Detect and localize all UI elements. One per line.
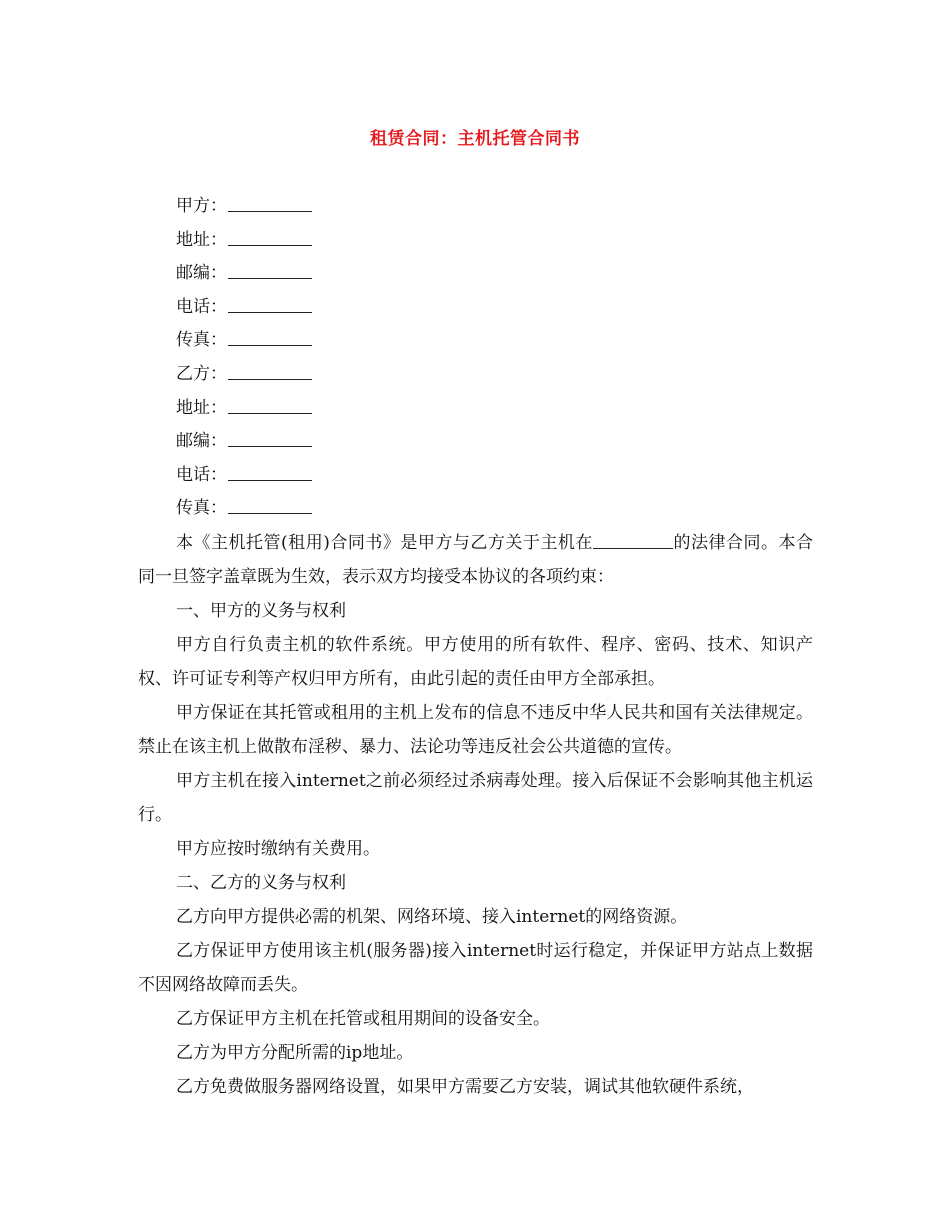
fill-in-blank [593, 530, 673, 549]
fill-in-blank [228, 495, 312, 514]
party-a-phone-field [176, 294, 312, 328]
field-label: 地址： [176, 229, 227, 250]
fill-in-blank [228, 260, 312, 279]
fill-in-blank [228, 395, 312, 414]
fill-in-blank [228, 193, 312, 212]
clause-paragraph: 乙方保证甲方使用该主机(服务器)接入internet时运行稳定，并保证甲方站点上数据不因网络故障而丢失。 [138, 941, 813, 995]
party-a-address-field [176, 227, 312, 261]
party-a-postcode-field [176, 260, 312, 294]
field-label: 邮编： [176, 431, 227, 452]
clause-paragraph: 甲方主机在接入internet之前必须经过杀病毒处理。接入后保证不会影响其他主机运行。 [138, 771, 813, 825]
party-a-fax-field [176, 327, 312, 361]
field-label: 乙方： [176, 363, 227, 384]
party-info-fields [176, 193, 312, 529]
document-title: 租赁合同：主机托管合同书 [370, 129, 580, 149]
fill-in-blank [228, 428, 312, 447]
field-label: 电话： [176, 464, 227, 485]
party-b-name-field [176, 361, 312, 395]
party-b-phone-field [176, 462, 312, 496]
clause-paragraph: 乙方保证甲方主机在托管或租用期间的设备安全。 [176, 1009, 550, 1029]
contract-body [138, 526, 813, 1104]
party-b-address-field [176, 395, 312, 429]
intro-paragraph: 本《主机托管(租用)合同书》是甲方与乙方关于主机在 的法律合同。本合同一旦签字盖章既为生效，表示双方均接受本协议的各项约束： [138, 526, 813, 594]
party-b-fax-field [176, 495, 312, 529]
fill-in-blank [228, 294, 312, 313]
party-b-postcode-field [176, 428, 312, 462]
party-a-name-field [176, 193, 312, 227]
section-heading-party-a: 一、甲方的义务与权利 [176, 601, 346, 621]
field-label: 甲方： [176, 196, 227, 216]
field-label: 邮编： [176, 263, 227, 284]
clause-paragraph: 甲方保证在其托管或租用的主机上发布的信息不违反中华人民共和国有关法律规定。禁止在该主机上做散布淫秽、暴力、法论功等违反社会公共道德的宣传。 [138, 703, 813, 757]
clause-paragraph: 甲方自行负责主机的软件系统。甲方使用的所有软件、程序、密码、技术、知识产权、许可证专利等产权归甲方所有，由此引起的责任由甲方全部承担。 [138, 635, 813, 689]
fill-in-blank [228, 462, 312, 481]
field-label: 传真： [176, 498, 227, 519]
clause-paragraph: 乙方向甲方提供必需的机架、网络环境、接入internet的网络资源。 [176, 907, 688, 927]
field-label: 电话： [176, 296, 227, 317]
clause-paragraph: 甲方应按时缴纳有关费用。 [176, 839, 380, 859]
field-label: 地址： [176, 397, 227, 418]
fill-in-blank [228, 361, 312, 380]
clause-paragraph: 乙方免费做服务器网络设置，如果甲方需要乙方安装，调试其他软硬件系统， [176, 1077, 754, 1097]
fill-in-blank [228, 227, 312, 246]
field-label: 传真： [176, 330, 227, 351]
fill-in-blank [228, 327, 312, 346]
section-heading-party-b: 二、乙方的义务与权利 [176, 873, 346, 893]
clause-paragraph: 乙方为甲方分配所需的ip地址。 [176, 1043, 414, 1063]
